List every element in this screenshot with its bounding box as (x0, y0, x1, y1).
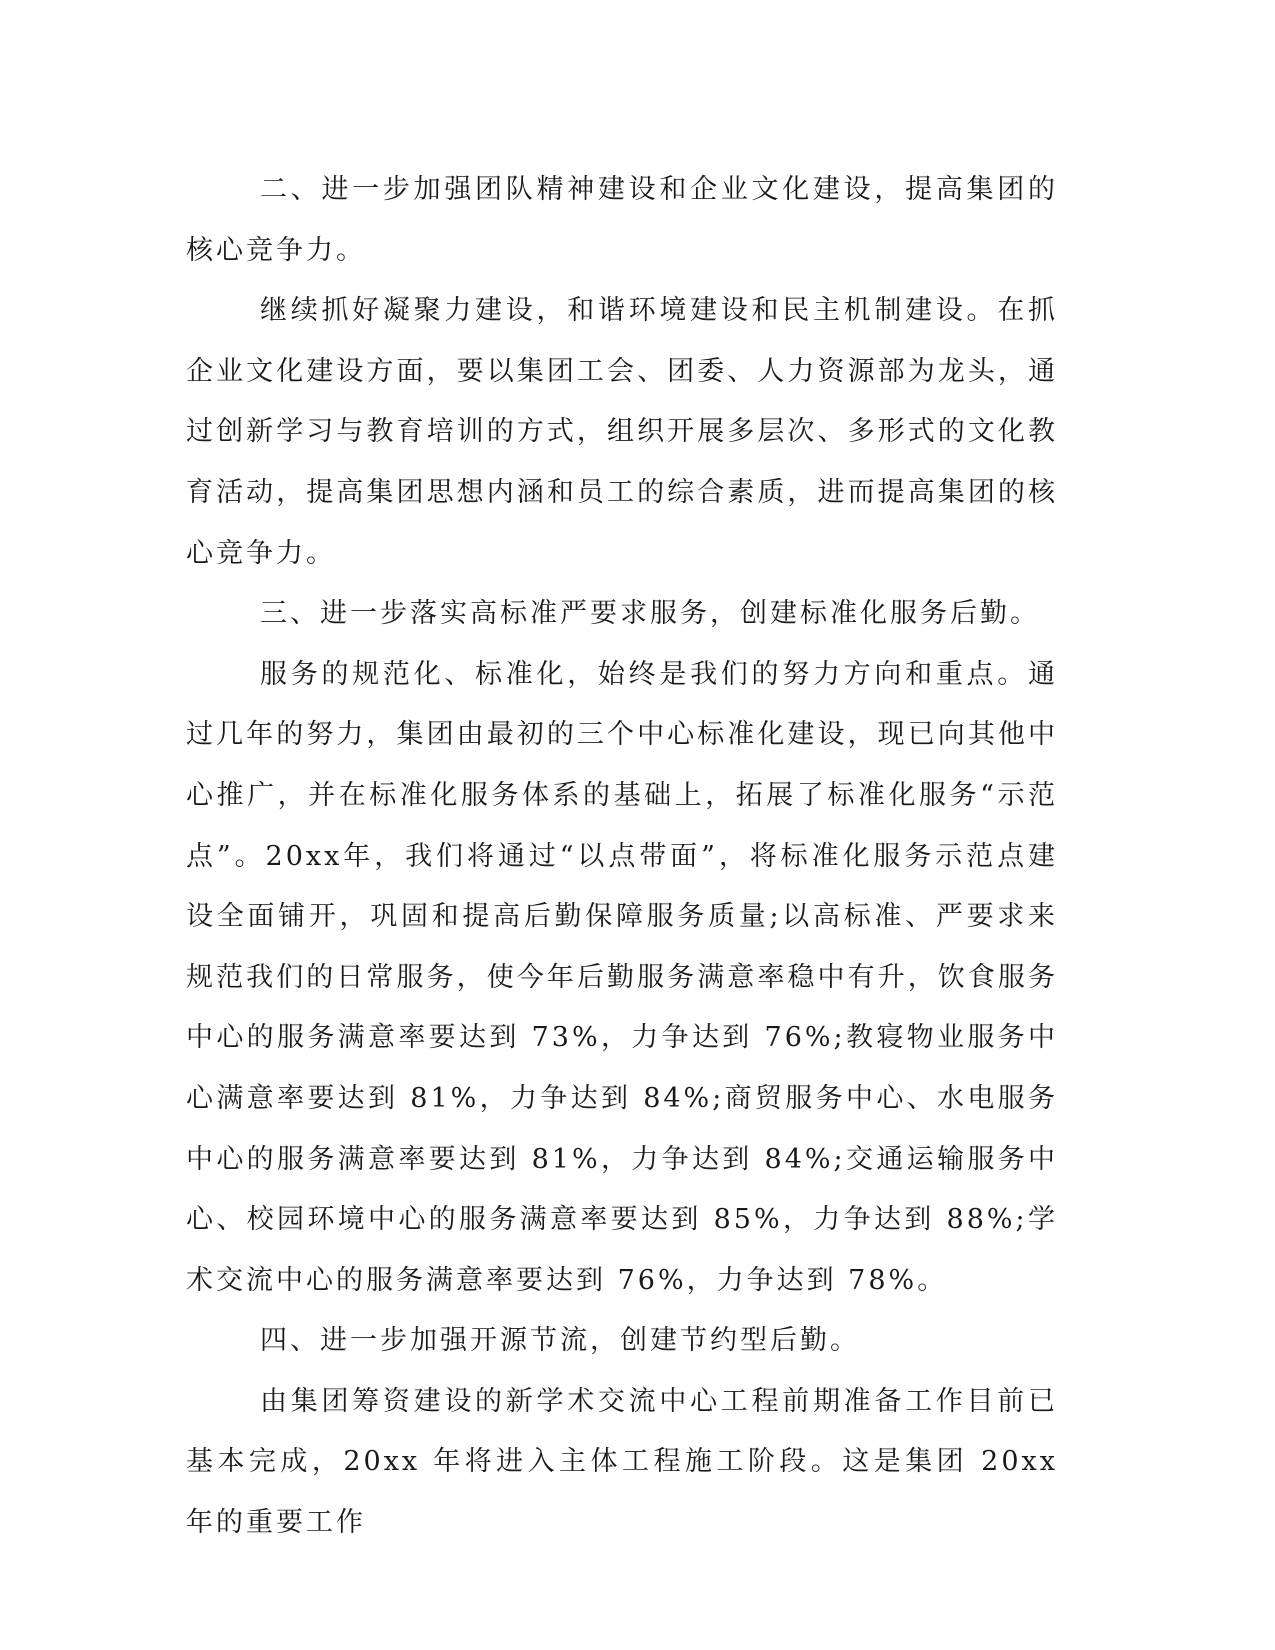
section-heading-4: 四、进一步加强开源节流，创建节约型后勤。 (260, 1325, 860, 1357)
document-body (186, 160, 1058, 1554)
paragraph-standardization: 服务的规范化、标准化，始终是我们的努力方向和重点。通过几年的努力，集团由最初的三个中心标准化建设，现已向其他中心推广，并在标准化服务体系的基础上，拓展了标准化服务“示范点”。20xx年，我们将通过“以点带面”，将标准化服务示范点建设全面铺开，巩固和提高后勤保障服务质量;以高标准、严要求来规范我们的日常服务，使今年后勤服务满意率稳中有升，饮食服务中心的服务满意率要达到 73%，力争达到 76%;教寝物业服务中心满意率要达到 81%，力争达到 84%;商贸服务中心、水电服务中心的服务满意率要达到 81%，力争达到 84%;交通运输服务中心、校园环境中心的服务满意率要达到 85%，力争达到 88%;学术交流中心的服务满意率要达到 76%，力争达到 78%。 (186, 658, 1058, 1296)
paragraph-construction: 由集团筹资建设的新学术交流中心工程前期准备工作目前已基本完成，20xx 年将进入主体工程施工阶段。这是集团 20xx 年的重要工作 (186, 1385, 1058, 1539)
section-heading-3: 三、进一步落实高标准严要求服务，创建标准化服务后勤。 (260, 598, 1040, 630)
paragraph-culture: 继续抓好凝聚力建设，和谐环境建设和民主机制建设。在抓企业文化建设方面，要以集团工会、团委、人力资源部为龙头，通过创新学习与教育培训的方式，组织开展多层次、多形式的文化教育活动，提高集团思想内涵和员工的综合素质，进而提高集团的核心竞争力。 (186, 295, 1058, 569)
section-heading-2: 二、进一步加强团队精神建设和企业文化建设，提高集团的核心竞争力。 (186, 174, 1058, 266)
